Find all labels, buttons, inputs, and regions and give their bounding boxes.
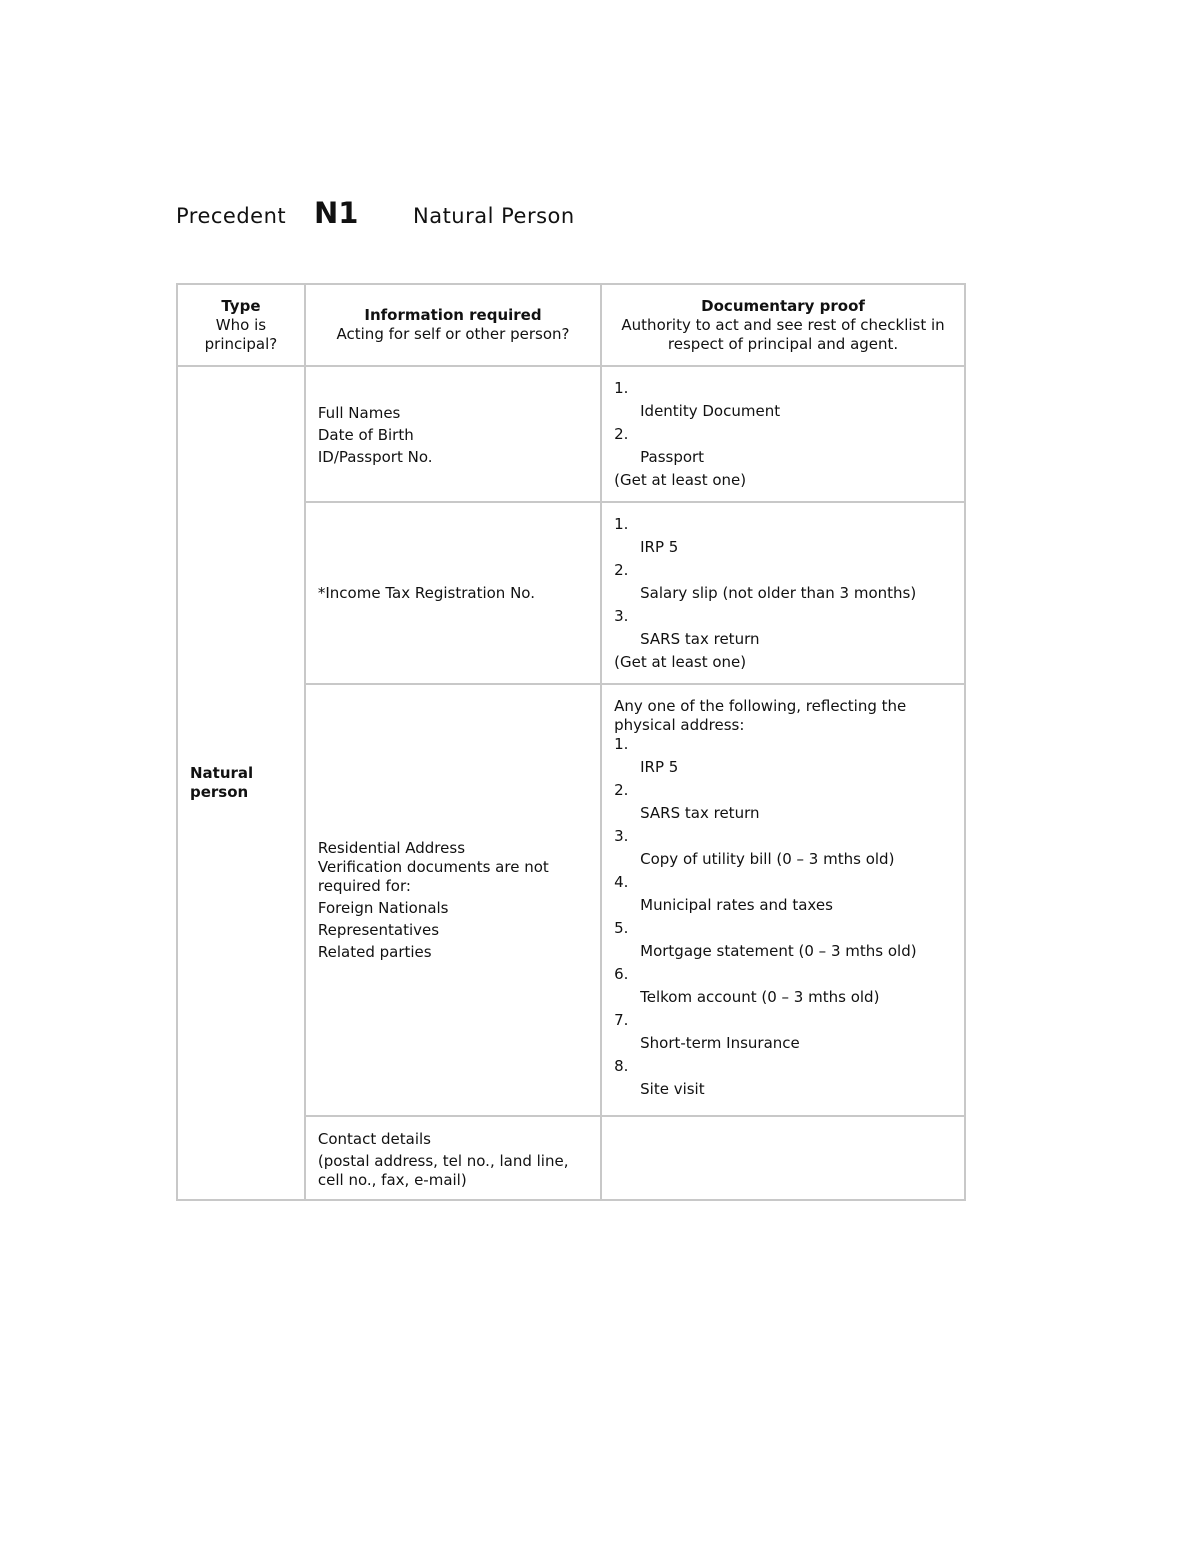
type-cell — [177, 366, 305, 1200]
proof-note: (Get at least one) — [614, 652, 747, 671]
header-proof-title: Documentary proof — [701, 296, 865, 315]
list-item-number: 1. — [614, 378, 629, 397]
proof-cell — [601, 502, 965, 684]
info-line: Foreign Nationals — [317, 898, 449, 917]
list-item: IRP 5 — [640, 758, 679, 776]
header-type — [177, 284, 305, 366]
header-info — [305, 284, 601, 366]
proof-cell — [601, 366, 965, 502]
list-item: Site visit — [640, 1080, 705, 1098]
list-item: Copy of utility bill (0 – 3 mths old) — [640, 850, 895, 868]
info-line: Related parties — [317, 942, 432, 961]
list-item-number: 3. — [614, 606, 629, 625]
header-type-subtitle: Who is principal? — [204, 315, 278, 353]
list-item-number: 1. — [614, 514, 629, 533]
info-line: Representatives — [317, 920, 440, 939]
list-item-number: 2. — [614, 560, 629, 579]
requirements-table — [176, 283, 966, 1201]
header-info-subtitle: Acting for self or other person? — [336, 325, 570, 343]
list-item-number: 2. — [614, 424, 629, 443]
list-item-number: 6. — [614, 965, 629, 983]
info-line: Date of Birth — [317, 426, 414, 444]
info-line: (postal address, tel no., land line, cell no., fax, e-mail) — [317, 1151, 569, 1189]
precedent-name: Natural Person — [413, 204, 575, 228]
list-item-number: 1. — [614, 735, 629, 753]
info-cell — [305, 684, 601, 1116]
list-item: Municipal rates and taxes — [640, 896, 833, 914]
list-item: IRP 5 — [640, 537, 679, 556]
list-item: Salary slip (not older than 3 months) — [640, 583, 917, 602]
list-item: Short-term Insurance — [640, 1034, 800, 1052]
info-heading: Residential Address — [317, 838, 466, 857]
title-prefix: Precedent — [176, 204, 287, 228]
list-item-number: 3. — [614, 827, 629, 845]
info-cell — [305, 1116, 601, 1200]
list-item: SARS tax return — [640, 804, 760, 822]
info-cell — [305, 366, 601, 502]
info-cell — [305, 502, 601, 684]
proof-cell-empty — [601, 1116, 965, 1200]
list-item-number: 2. — [614, 781, 629, 799]
list-item: Passport — [640, 447, 705, 466]
proof-cell — [601, 684, 965, 1116]
header-info-title: Information required — [364, 306, 542, 324]
table-header-row — [177, 284, 965, 366]
list-item-number: 7. — [614, 1011, 629, 1029]
proof-intro: Any one of the following, reflecting the physical address: — [614, 697, 907, 734]
info-subheading: Verification documents are not required for: — [317, 857, 549, 895]
header-proof-subtitle: Authority to act and see rest of checklist in respect of principal and agent. — [621, 315, 945, 353]
precedent-code: N1 — [314, 196, 359, 230]
table-row — [177, 366, 965, 502]
list-item: SARS tax return — [640, 629, 760, 648]
list-item: Telkom account (0 – 3 mths old) — [640, 988, 880, 1006]
info-line: ID/Passport No. — [317, 448, 433, 466]
list-item: Mortgage statement (0 – 3 mths old) — [640, 942, 917, 960]
list-item-number: 4. — [614, 873, 629, 891]
header-type-title: Type — [221, 296, 261, 315]
info-line: Contact details — [317, 1129, 431, 1148]
info-line: Full Names — [317, 404, 401, 422]
proof-note: (Get at least one) — [614, 470, 747, 489]
type-label: Natural person — [190, 764, 254, 801]
header-proof — [601, 284, 965, 366]
info-line: *Income Tax Registration No. — [317, 583, 535, 602]
list-item-number: 8. — [614, 1057, 629, 1075]
list-item-number: 5. — [614, 919, 629, 937]
list-item: Identity Document — [640, 401, 781, 420]
